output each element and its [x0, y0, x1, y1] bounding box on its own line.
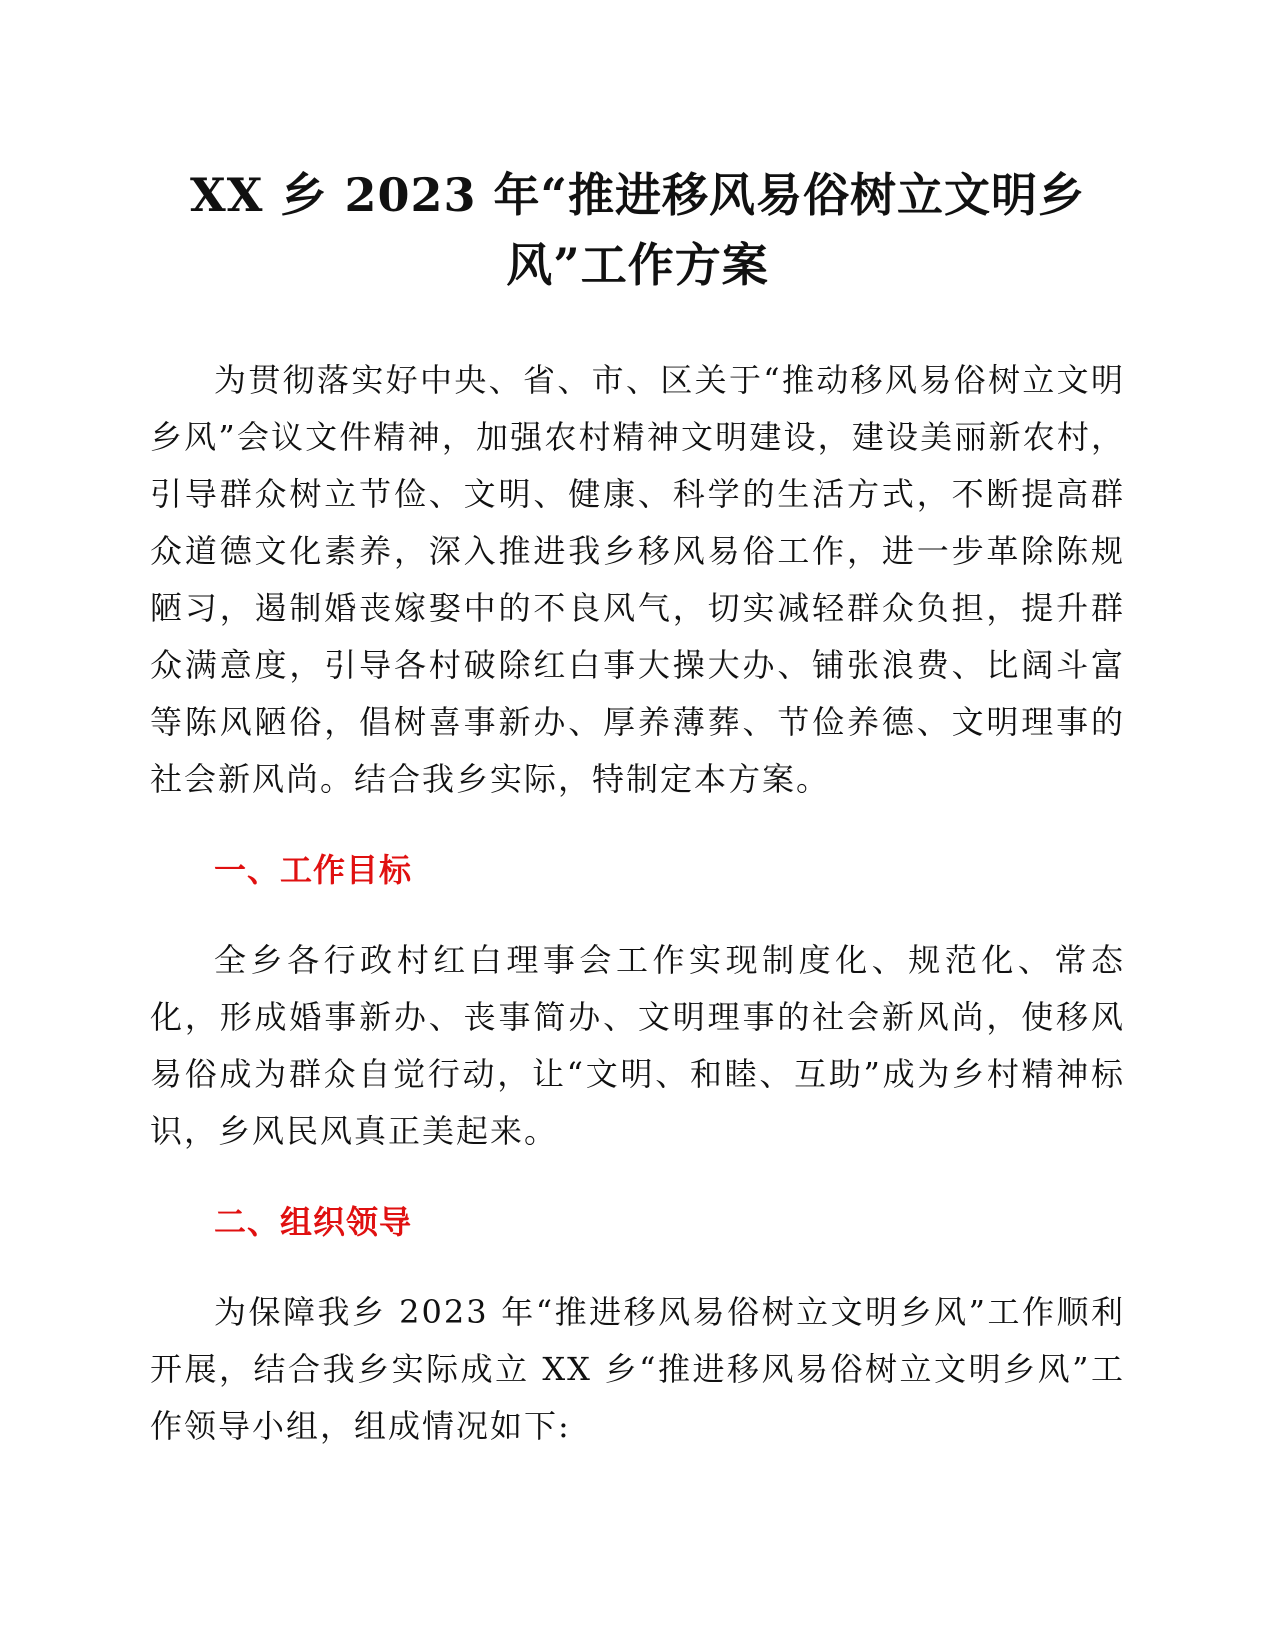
document-title: XX 乡 2023 年“推进移风易俗树立文明乡风”工作方案 — [190, 168, 1085, 292]
section-heading-goals: 一、工作目标 — [214, 851, 413, 889]
section-heading-leadership: 二、组织领导 — [214, 1203, 413, 1241]
document-content — [150, 160, 1125, 1455]
leadership-paragraph: 为保障我乡 2023 年“推进移风易俗树立文明乡风”工作顺利开展，结合我乡实际成立 XX 乡“推进移风易俗树立文明乡风”工作领导小组，组成情况如下: — [150, 1293, 1125, 1445]
intro-paragraph: 为贯彻落实好中央、省、市、区关于“推动移风易俗树立文明乡风”会议文件精神，加强农村精神文明建设，建设美丽新农村，引导群众树立节俭、文明、健康、科学的生活方式，不断提高群众道德文化素养，深入推进我乡移风易俗工作，进一步革除陈规陋习，遏制婚丧嫁娶中的不良风气，切实减轻群众负担，提升群众满意度，引导各村破除红白事大操大办、铺张浪费、比阔斗富等陈风陋俗，倡树喜事新办、厚养薄葬、节俭养德、文明理事的社会新风尚。结合我乡实际，特制定本方案。 — [150, 361, 1125, 798]
goals-paragraph: 全乡各行政村红白理事会工作实现制度化、规范化、常态化，形成婚事新办、丧事简办、文明理事的社会新风尚，使移风易俗成为群众自觉行动，让“文明、和睦、互助”成为乡村精神标识，乡风民风真正美起来。 — [150, 941, 1125, 1150]
